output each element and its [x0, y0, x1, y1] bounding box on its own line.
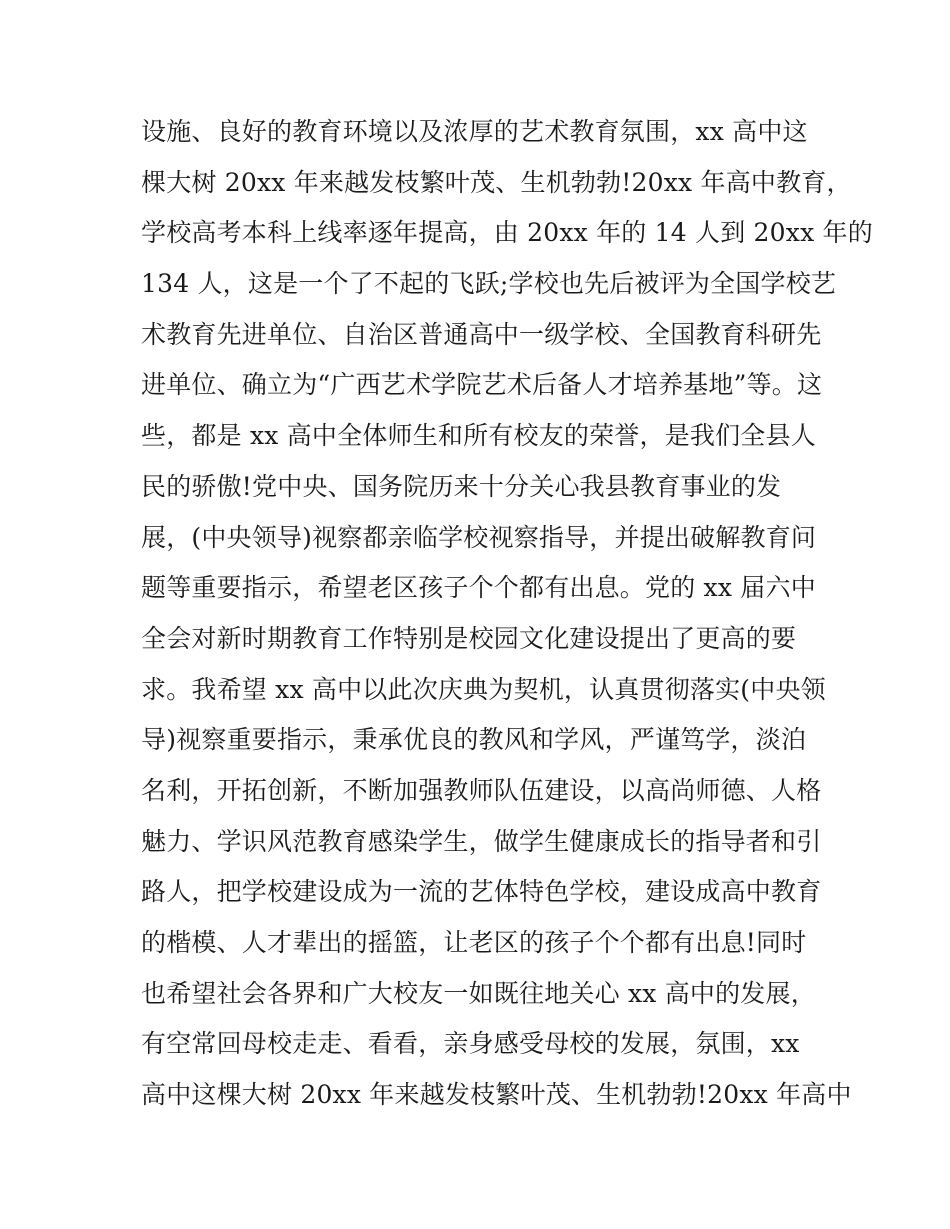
- text-line: 民的骄傲!党中央、国务院历来十分关心我县教育事业的发: [141, 471, 782, 501]
- text-line: 也希望社会各界和广大校友一如既往地关心 xx 高中的发展，: [141, 978, 816, 1008]
- text-line: 魅力、学识风范教育感染学生，做学生健康成长的指导者和引: [141, 826, 822, 856]
- text-line: 展，(中央领导)视察都亲临学校视察指导，并提出破解教育问: [141, 522, 817, 552]
- text-line: 134 人，这是一个了不起的飞跃;学校也先后被评为全国学校艺: [141, 269, 837, 299]
- text-line: 棵大树 20xx 年来越发枝繁叶茂、生机勃勃!20xx 年高中教育，: [141, 167, 852, 197]
- text-line: 术教育先进单位、自治区普通高中一级学校、全国教育科研先: [141, 319, 822, 349]
- text-line: 全会对新时期教育工作特别是校园文化建设提出了更高的要: [141, 623, 797, 653]
- text-line: 进单位、确立为“广西艺术学院艺术后备人才培养基地”等。这: [141, 370, 823, 400]
- text-line: 名利，开拓创新，不断加强教师队伍建设，以高尚师德、人格: [141, 775, 822, 805]
- text-line: 导)视察重要指示，秉承优良的教风和学风，严谨笃学，淡泊: [141, 725, 807, 755]
- text-line: 路人，把学校建设成为一流的艺体特色学校，建设成高中教育: [141, 877, 822, 907]
- text-line: 有空常回母校走走、看看，亲身感受母校的发展，氛围，xx: [141, 1029, 800, 1059]
- body-text: [141, 107, 873, 1121]
- text-line: 学校高考本科上线率逐年提高，由 20xx 年的 14 人到 20xx 年的: [141, 218, 873, 248]
- text-line: 设施、良好的教育环境以及浓厚的艺术教育氛围，xx 高中这: [141, 117, 808, 146]
- text-line: 题等重要指示，希望老区孩子个个都有出息。党的 xx 届六中: [141, 573, 816, 603]
- text-line: 的楷模、人才辈出的摇篮，让老区的孩子个个都有出息!同时: [141, 928, 807, 957]
- text-line: 些，都是 xx 高中全体师生和所有校友的荣誉，是我们全县人: [141, 421, 816, 451]
- text-line: 高中这棵大树 20xx 年来越发枝繁叶茂、生机勃勃!20xx 年高中: [141, 1080, 852, 1110]
- text-line: 求。我希望 xx 高中以此次庆典为契机，认真贯彻落实(中央领: [141, 674, 826, 704]
